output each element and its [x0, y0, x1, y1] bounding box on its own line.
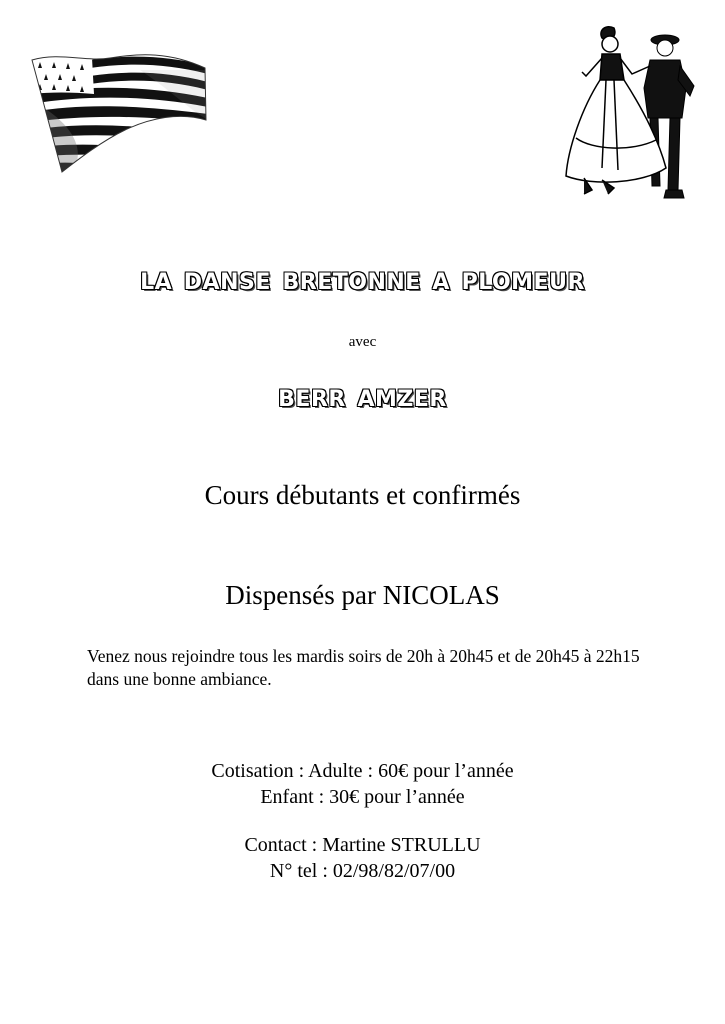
group-name: berr amzer: [278, 376, 447, 414]
fee-adult: Cotisation : Adulte : 60€ pour l’année: [211, 760, 514, 782]
breton-flag-image: [30, 50, 208, 175]
contact-phone: N° tel : 02/98/82/07/00: [269, 860, 456, 882]
contact-name: Contact : Martine STRULLU: [244, 834, 481, 856]
page-title: la danse bretonne a plomeur: [140, 259, 585, 297]
schedule-text: Venez nous rejoindre tous les mardis soirs de 20h à 20h45 et de 20h45 à 22h15 dans une bonne ambiance.: [87, 646, 640, 689]
breton-dancers-image: [562, 18, 700, 202]
dancers-icon: [562, 18, 700, 202]
fees-block: [0, 758, 725, 810]
teacher-text: Dispensés par NICOLAS: [225, 580, 500, 610]
avec-text: avec: [348, 334, 377, 350]
breton-flag-icon: [30, 50, 208, 175]
fee-child: Enfant : 30€ pour l’année: [260, 786, 465, 808]
courses-text: Cours débutants et confirmés: [204, 480, 521, 510]
contact-block: [0, 832, 725, 884]
